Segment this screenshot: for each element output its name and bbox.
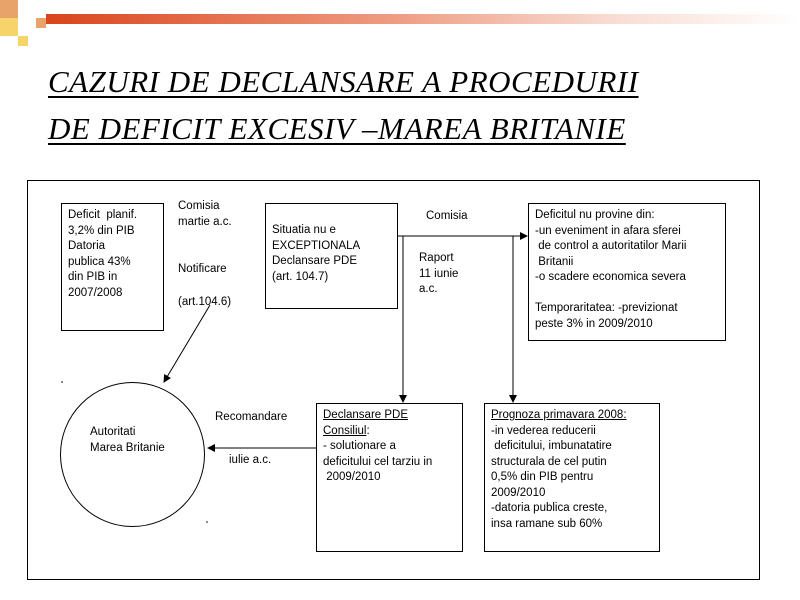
prognoza-body: -in vederea reducerii deficitului, imbunatatire structurala de cel putin 0,5% din PIB pentru 2009/2010 -datoria publica creste, insa ramane sub 60% (491, 424, 612, 530)
prognoza-box (484, 403, 660, 552)
dot-mark-2 (206, 521, 208, 523)
label-iulie: iulie a.c. (229, 454, 272, 466)
consiliu-body: - solutionare a deficitului cel tarziu in 2009/2010 (323, 440, 433, 483)
label-notificare: Notificare (178, 263, 227, 275)
situatia-box: Situatia nu e EXCEPTIONALA Declansare PDE (art. 104.7) (265, 203, 398, 309)
consiliu-title: Declansare PDE Consiliul (323, 409, 409, 437)
arrow-to-autoritati-diag (164, 305, 210, 382)
consiliu-box (316, 403, 463, 552)
label-art: (art.104.6) (178, 296, 232, 308)
page-title-line-2: DE DEFICIT EXCESIV –MAREA BRITANIE (48, 111, 626, 146)
autoritati-label: Autoritati Marea Britanie (90, 426, 165, 454)
dot-mark-1 (61, 381, 63, 383)
label-raport: Raport 11 iunie a.c. (419, 252, 459, 295)
prognoza-title: Prognoza primavara 2008: (491, 409, 627, 421)
label-recomandare: Recomandare (215, 411, 288, 423)
label-comisia-martie: Comisia martie a.c. (178, 200, 232, 228)
deficitul-box: Deficitul nu provine din: -un eveniment in afara sferei de control a autoritatilor Marii Britanii -o scadere economica severa Temporaritatea: -previzionat peste 3% in 2009/2010 (528, 203, 726, 341)
consiliu-colon: : (366, 424, 370, 437)
page-title-line-1: CAZURI DE DECLANSARE A PROCEDURII (48, 64, 639, 99)
deficit-box: Deficit planif. 3,2% din PIB Datoria publica 43% din PIB in 2007/2008 (61, 203, 164, 331)
label-comisia: Comisia (426, 210, 468, 222)
